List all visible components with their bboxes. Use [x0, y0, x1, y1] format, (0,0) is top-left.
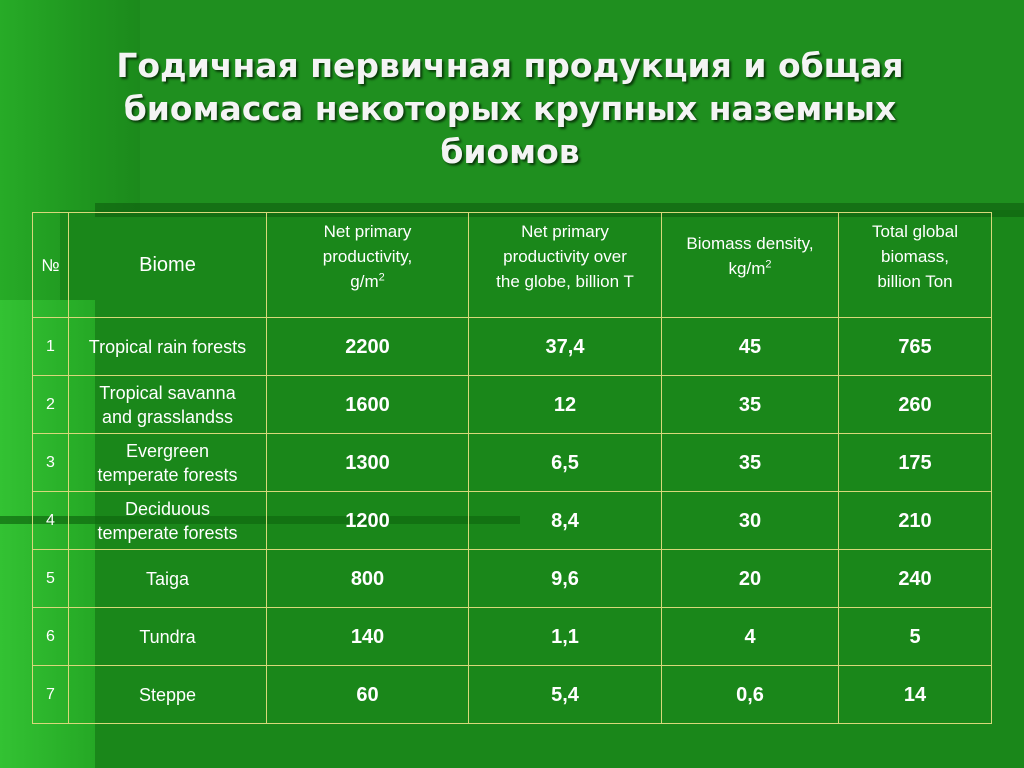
title-line-2: биомасса некоторых крупных наземных	[123, 89, 897, 128]
cell-npp: 1600	[267, 376, 469, 434]
cell-total: 260	[839, 376, 992, 434]
cell-global-npp: 9,6	[469, 550, 662, 608]
cell-number: 4	[33, 492, 69, 550]
cell-biome: Taiga	[69, 550, 267, 608]
cell-number: 3	[33, 434, 69, 492]
header-number: №	[33, 213, 69, 318]
cell-total: 240	[839, 550, 992, 608]
cell-biome: Steppe	[69, 666, 267, 724]
table-row	[33, 550, 992, 608]
cell-biome: Tropical rain forests	[69, 318, 267, 376]
table-row	[33, 318, 992, 376]
cell-global-npp: 6,5	[469, 434, 662, 492]
cell-number: 2	[33, 376, 69, 434]
cell-number: 1	[33, 318, 69, 376]
cell-npp: 1200	[267, 492, 469, 550]
table-row	[33, 608, 992, 666]
cell-total: 175	[839, 434, 992, 492]
cell-global-npp: 12	[469, 376, 662, 434]
cell-npp: 140	[267, 608, 469, 666]
cell-biome: Deciduous temperate forests	[69, 492, 267, 550]
header-biomass-density: Biomass density, $kg/m^2$	[662, 213, 839, 318]
table-header-row	[33, 213, 992, 318]
cell-number: 6	[33, 608, 69, 666]
cell-total: 765	[839, 318, 992, 376]
cell-density: 4	[662, 608, 839, 666]
title-line-3: биомов	[440, 132, 580, 171]
cell-global-npp: 8,4	[469, 492, 662, 550]
table-row	[33, 492, 992, 550]
header-npp: Net primary productivity, $g/m^2$	[267, 213, 469, 318]
cell-npp: 2200	[267, 318, 469, 376]
cell-number: 7	[33, 666, 69, 724]
cell-total: 14	[839, 666, 992, 724]
cell-global-npp: 1,1	[469, 608, 662, 666]
header-global-npp: Net primary productivity over the globe, billion T	[469, 213, 662, 318]
cell-density: 45	[662, 318, 839, 376]
cell-npp: 800	[267, 550, 469, 608]
cell-density: 35	[662, 376, 839, 434]
cell-total: 210	[839, 492, 992, 550]
cell-density: 0,6	[662, 666, 839, 724]
cell-number: 5	[33, 550, 69, 608]
cell-biome: Tropical savanna and grasslandss	[69, 376, 267, 434]
cell-global-npp: 5,4	[469, 666, 662, 724]
header-biome: Biome	[69, 213, 267, 318]
table-row	[33, 666, 992, 724]
cell-biome: Tundra	[69, 608, 267, 666]
cell-npp: 1300	[267, 434, 469, 492]
cell-global-npp: 37,4	[469, 318, 662, 376]
title-line-1: Годичная первичная продукция и общая	[116, 46, 904, 85]
header-total-biomass: Total global biomass, billion Ton	[839, 213, 992, 318]
cell-biome: Evergreen temperate forests	[69, 434, 267, 492]
cell-density: 35	[662, 434, 839, 492]
table-row	[33, 434, 992, 492]
cell-total: 5	[839, 608, 992, 666]
cell-npp: 60	[267, 666, 469, 724]
cell-density: 20	[662, 550, 839, 608]
slide-title	[60, 44, 960, 173]
biomes-table	[32, 212, 992, 724]
cell-density: 30	[662, 492, 839, 550]
table-row	[33, 376, 992, 434]
